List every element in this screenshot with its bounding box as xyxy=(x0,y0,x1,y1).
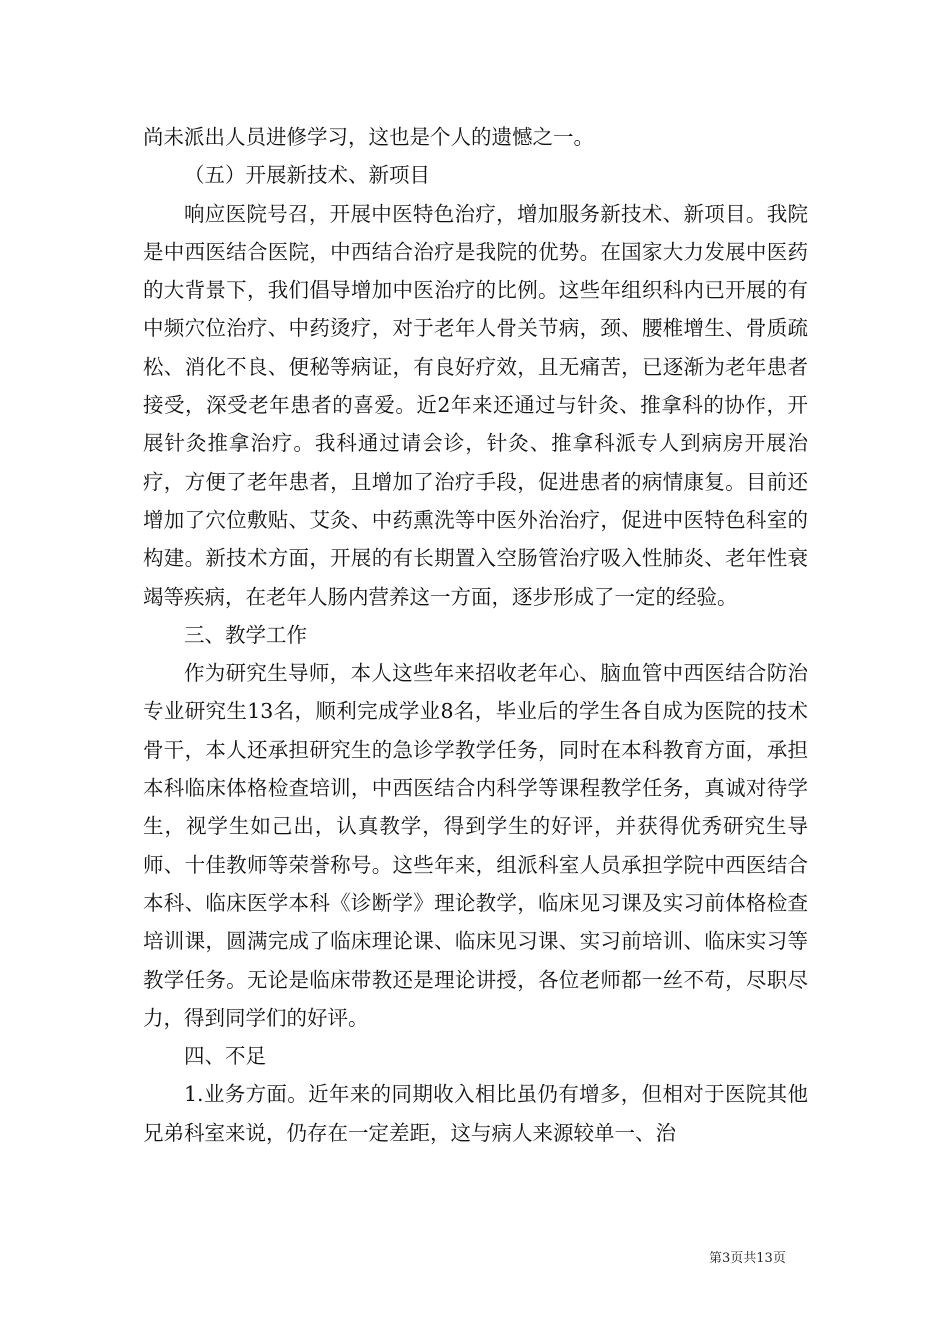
paragraph-teaching: 作为研究生导师，本人这些年来招收老年心、脑血管中西医结合防治专业研究生13名，顺利完成学业8名，毕业后的学生各自成为医院的技术骨干，本人还承担研究生的急诊学教学任务，同时在本科教育方面，承担本科临床体格检查培训，中西医结合内科学等课程教学任务，真诚对待学生，视学生如己出，认真教学，得到学生的好评，并获得优秀研究生导师、十佳教师等荣誉称号。这些年来，组派科室人员承担学院中西医结合本科、临床医学本科《诊断学》理论教学，临床见习课及实习前体格检查培训课，圆满完成了临床理论课、临床见习课、实习前培训、临床实习等教学任务。无论是临床带教还是理论讲授，各位老师都一丝不苟，尽职尽力，得到同学们的好评。 xyxy=(143,661,808,1030)
section-heading-shortcomings: 四、不足 xyxy=(184,1044,266,1069)
paragraph-continuation: 尚未派出人员进修学习，这也是个人的遗憾之一。 xyxy=(143,125,594,149)
section-heading-teaching: 三、教学工作 xyxy=(184,622,307,647)
page-number-footer: 第3页共13页 xyxy=(709,1251,786,1266)
section-heading-new-technology: （五）开展新技术、新项目 xyxy=(184,163,430,188)
paragraph-new-technology: 响应医院号召，开展中医特色治疗，增加服务新技术、新项目。我院是中西医结合医院，中西结合治疗是我院的优势。在国家大力发展中医药的大背景下，我们倡导增加中医治疗的比例。这些年组织科内已开展的有中频穴位治疗、中药烫疗，对于老年人骨关节病，颈、腰椎增生、骨质疏松、消化不良、便秘等病证，有良好疗效，且无痛苦，已逐渐为老年患者接受，深受老年患者的喜爱。近2年来还通过与针灸、推拿科的协作，开展针灸推拿治疗。我科通过请会诊，针灸、推拿科派专人到病房开展治疗，方便了老年患者，且增加了治疗手段，促进患者的病情康复。目前还增加了穴位敷贴、艾灸、中药熏洗等中医外治治疗，促进中医特色科室的构建。新技术方面，开展的有长期置入空肠管治疗吸入性肺炎、老年性衰竭等疾病，在老年人肠内营养这一方面，逐步形成了一定的经验。 xyxy=(143,201,808,609)
paragraph-business-shortcomings: 1.业务方面。近年来的同期收入相比虽仍有增多，但相对于医院其他兄弟科室来说，仍存在一定差距，这与病人来源较单一、治 xyxy=(143,1082,808,1145)
document-body xyxy=(143,118,808,1152)
